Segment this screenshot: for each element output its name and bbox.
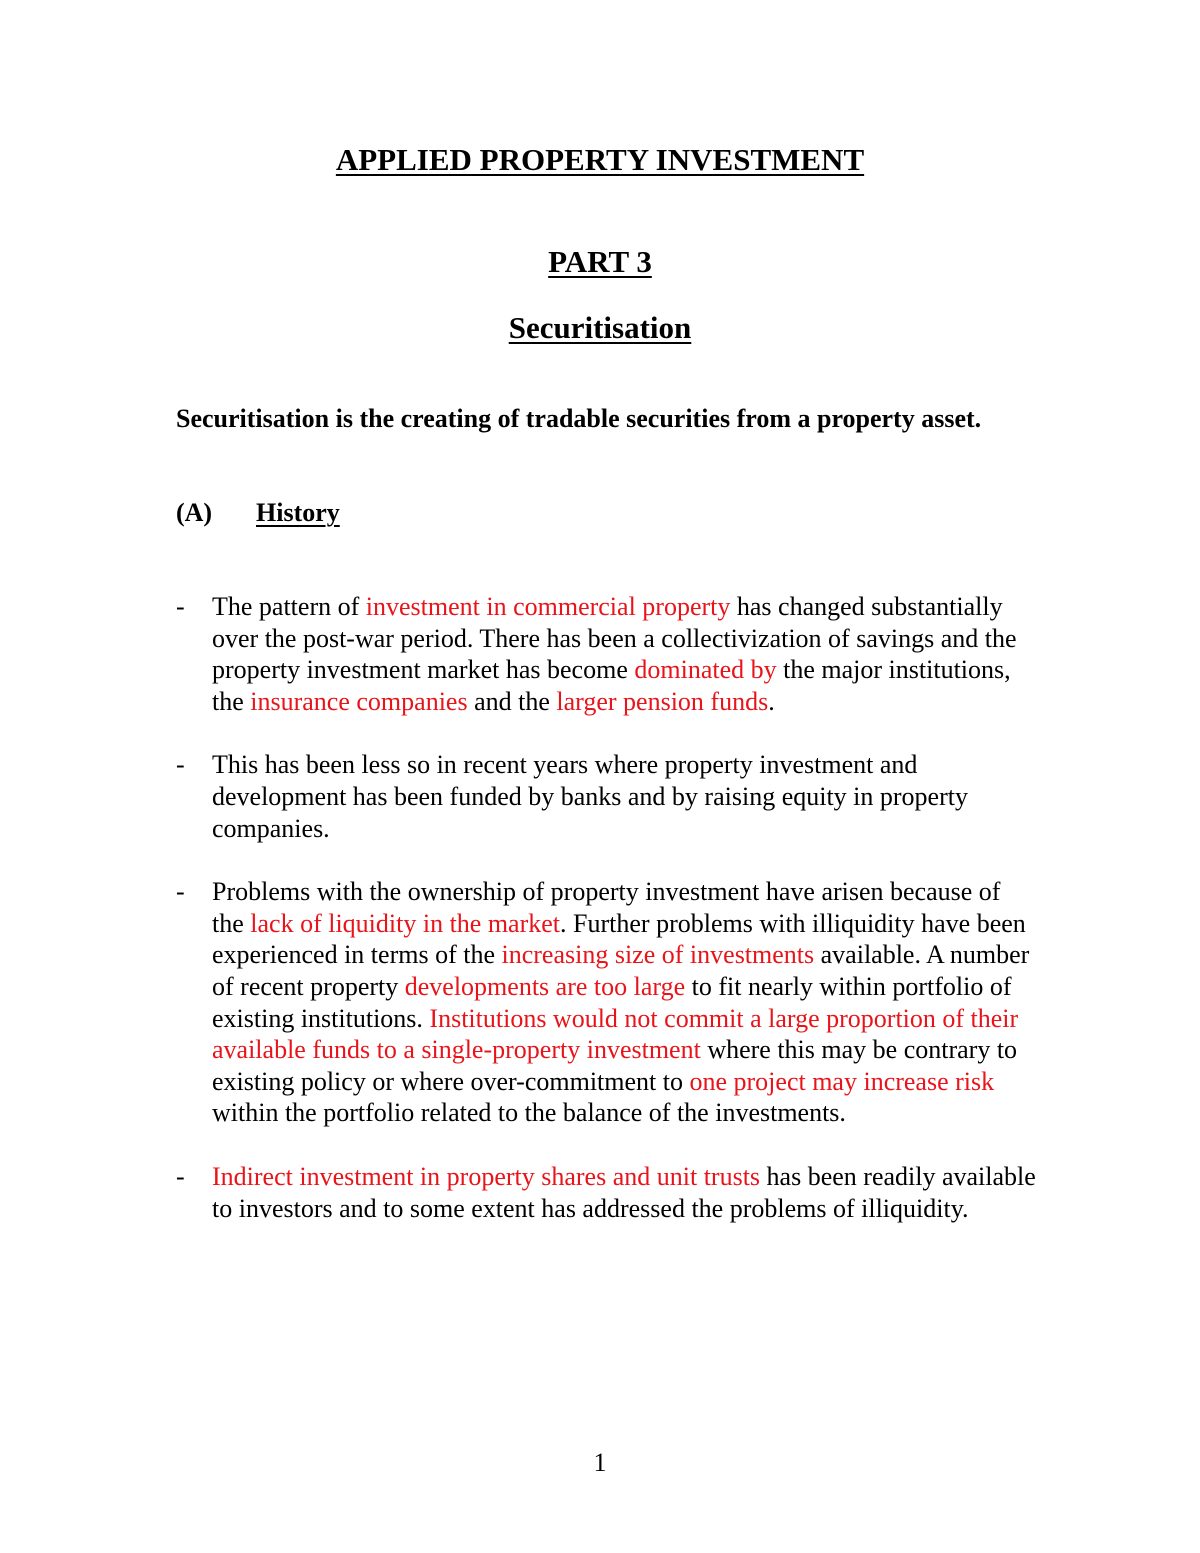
bullet-marker: - — [176, 1161, 185, 1191]
subsection-heading — [176, 498, 340, 528]
history-bullet-list — [176, 591, 1036, 1256]
bullet-text: . Further problems with illiquidity have been experienced in terms of the — [212, 908, 1026, 970]
highlighted-text: dominated by — [634, 655, 777, 685]
highlighted-text: developments are too large — [404, 971, 686, 1001]
subsection-title: History — [256, 498, 340, 527]
bullet-text: The pattern of — [212, 592, 366, 621]
bullet-text: This has been less so in recent years where property investment and development has been funded by banks and by raising equity in property companies. — [212, 750, 968, 843]
bullet-text: available. A number of recent property — [212, 940, 1030, 1001]
part-number: PART 3 — [548, 244, 652, 279]
page-number: 1 — [593, 1448, 607, 1477]
definition-statement: Securitisation is the creating of tradable securities from a property asset. — [176, 404, 982, 433]
bullet-text: to fit nearly within portfolio of existing institutions. — [212, 971, 1012, 1033]
bullet-item — [176, 876, 1036, 1129]
bullet-marker: - — [176, 750, 185, 780]
bullet-text: has been readily available to investors and to some extent has addressed the problems of illiquidity. — [212, 1161, 1036, 1223]
highlighted-text: one project may increase risk — [689, 1066, 995, 1096]
bullet-text: . — [768, 686, 775, 716]
bullet-text: the major institutions, the — [212, 655, 1011, 716]
document-title: APPLIED PROPERTY INVESTMENT — [335, 142, 865, 177]
bullet-text: and the — [467, 686, 557, 716]
highlighted-text: Institutions would not commit a large proportion of their available funds to a single-property investment — [212, 1003, 1019, 1065]
highlighted-text: lack of liquidity in the market — [250, 908, 561, 938]
bullet-text: within the portfolio related to the balance of the investments. — [212, 1098, 846, 1128]
bullet-text: has changed substantially over the post-war period. There has been a collectivization of savings and the property investment market has become — [212, 592, 1017, 685]
bullet-item — [176, 591, 1036, 717]
bullet-marker: - — [176, 592, 185, 621]
section-title: Securitisation — [508, 310, 692, 345]
bullet-marker: - — [176, 877, 185, 907]
subsection-label: (A) — [176, 498, 213, 527]
highlighted-text: larger pension funds — [556, 686, 769, 716]
highlighted-text: insurance companies — [250, 686, 468, 716]
bullet-item — [176, 749, 1036, 844]
bullet-item — [176, 1161, 1036, 1224]
highlighted-text: increasing size of investments — [501, 940, 815, 970]
highlighted-text: Indirect investment in property shares and unit trusts — [212, 1161, 761, 1191]
bullet-text: where this may be contrary to existing policy or where over-commitment to — [212, 1035, 1018, 1096]
bullet-text: Problems with the ownership of property investment have arisen because of the — [212, 877, 1001, 938]
highlighted-text: investment in commercial property — [365, 592, 731, 621]
